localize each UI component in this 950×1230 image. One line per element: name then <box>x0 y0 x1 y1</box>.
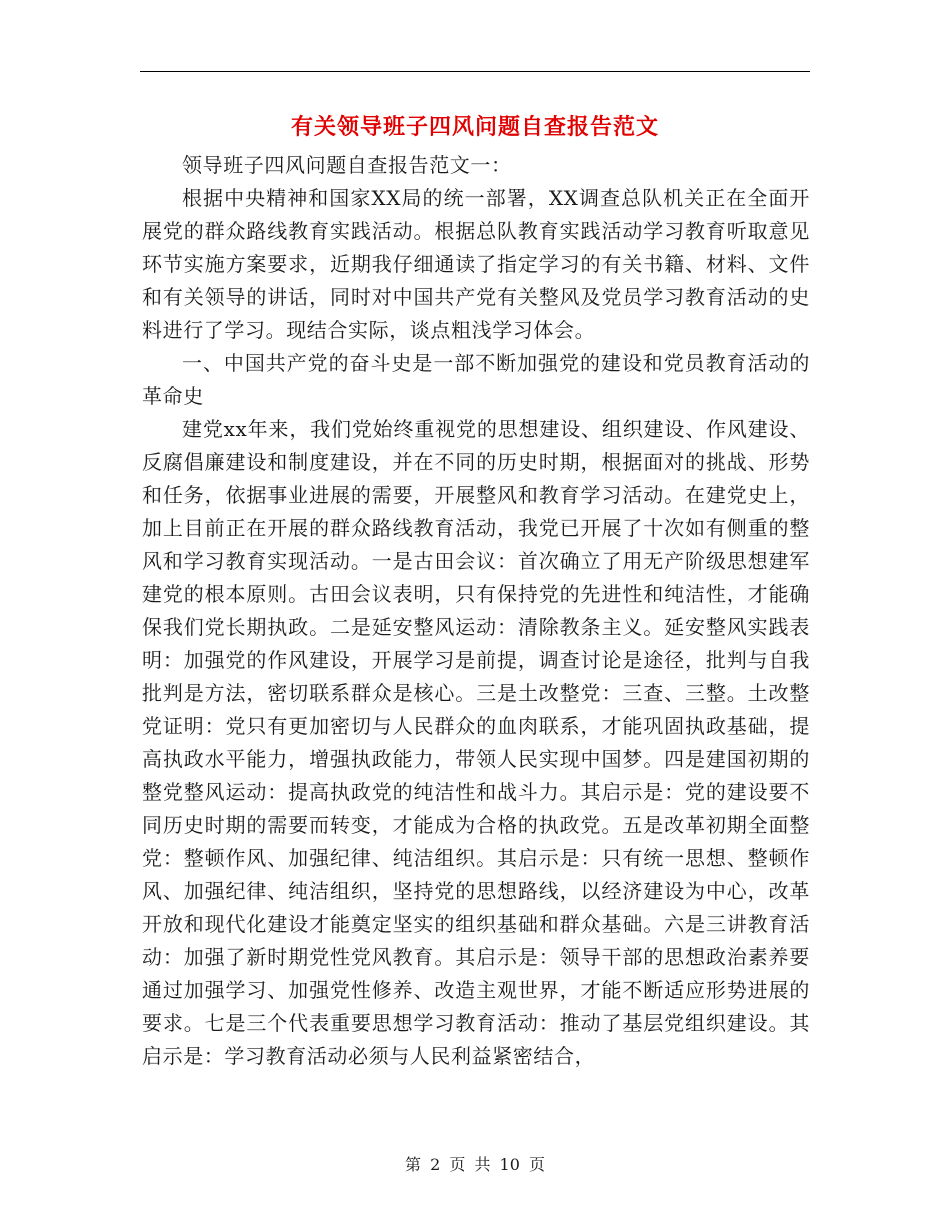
header-rule <box>140 71 810 72</box>
body-paragraph: 根据中央精神和国家XX局的统一部署，XX调查总队机关正在全面开展党的群众路线教育实践活动。根据总队教育实践活动学习教育听取意见环节实施方案要求，近期我仔细通读了指定学习的有关书籍、材料、文件和有关领导的讲话，同时对中国共产党有关整风及党员学习教育活动的史料进行了学习。现结合实际，谈点粗浅学习体会。 <box>142 186 810 342</box>
body-paragraph: 领导班子四风问题自查报告范文一： <box>182 153 512 177</box>
section-heading: 一、中国共产党的奋斗史是一部不断加强党的建设和党员教育活动的革命史 <box>142 351 810 408</box>
page-number: 第 2 页 共 10 页 <box>405 1155 545 1174</box>
document-title: 有关领导班子四风问题自查报告范文 <box>290 114 659 140</box>
body-paragraph: 建党xx年来，我们党始终重视党的思想建设、组织建设、作风建设、反腐倡廉建设和制度建设，并在不同的历史时期，根据面对的挑战、形势和任务，依据事业进展的需要，开展整风和教育学习活动。在建党史上，加上目前正在开展的群众路线教育活动，我党已开展了十次如有侧重的整风和学习教育实现活动。一是古田会议：首次确立了用无产阶级思想建军建党的根本原则。古田会议表明，只有保持党的先进性和纯洁性，才能确保我们党长期执政。二是延安整风运动：清除教条主义。延安整风实践表明：加强党的作风建设，开展学习是前提，调查讨论是途径，批判与自我批判是方法，密切联系群众是核心。三是土改整党：三查、三整。土改整党证明：党只有更加密切与人民群众的血肉联系，才能巩固执政基础，提高执政水平能力，增强执政能力，带领人民实现中国梦。四是建国初期的整党整风运动：提高执政党的纯洁性和战斗力。其启示是：党的建设要不同历史时期的需要而转变，才能成为合格的执政党。五是改革初期全面整党：整顿作风、加强纪律、纯洁组织。其启示是：只有统一思想、整顿作风、加强纪律、纯洁组织，坚持党的思想路线，以经济建设为中心，改革开放和现代化建设才能奠定坚实的组织基础和群众基础。六是三讲教育活动：加强了新时期党性党风教育。其启示是：领导干部的思想政治素养要通过加强学习、加强党性修养、改造主观世界，才能不断适应形势进展的要求。七是三个代表重要思想学习教育活动：推动了基层党组织建设。其启示是：学习教育活动必须与人民利益紧密结合， <box>142 417 810 1068</box>
document-body <box>142 149 810 1073</box>
